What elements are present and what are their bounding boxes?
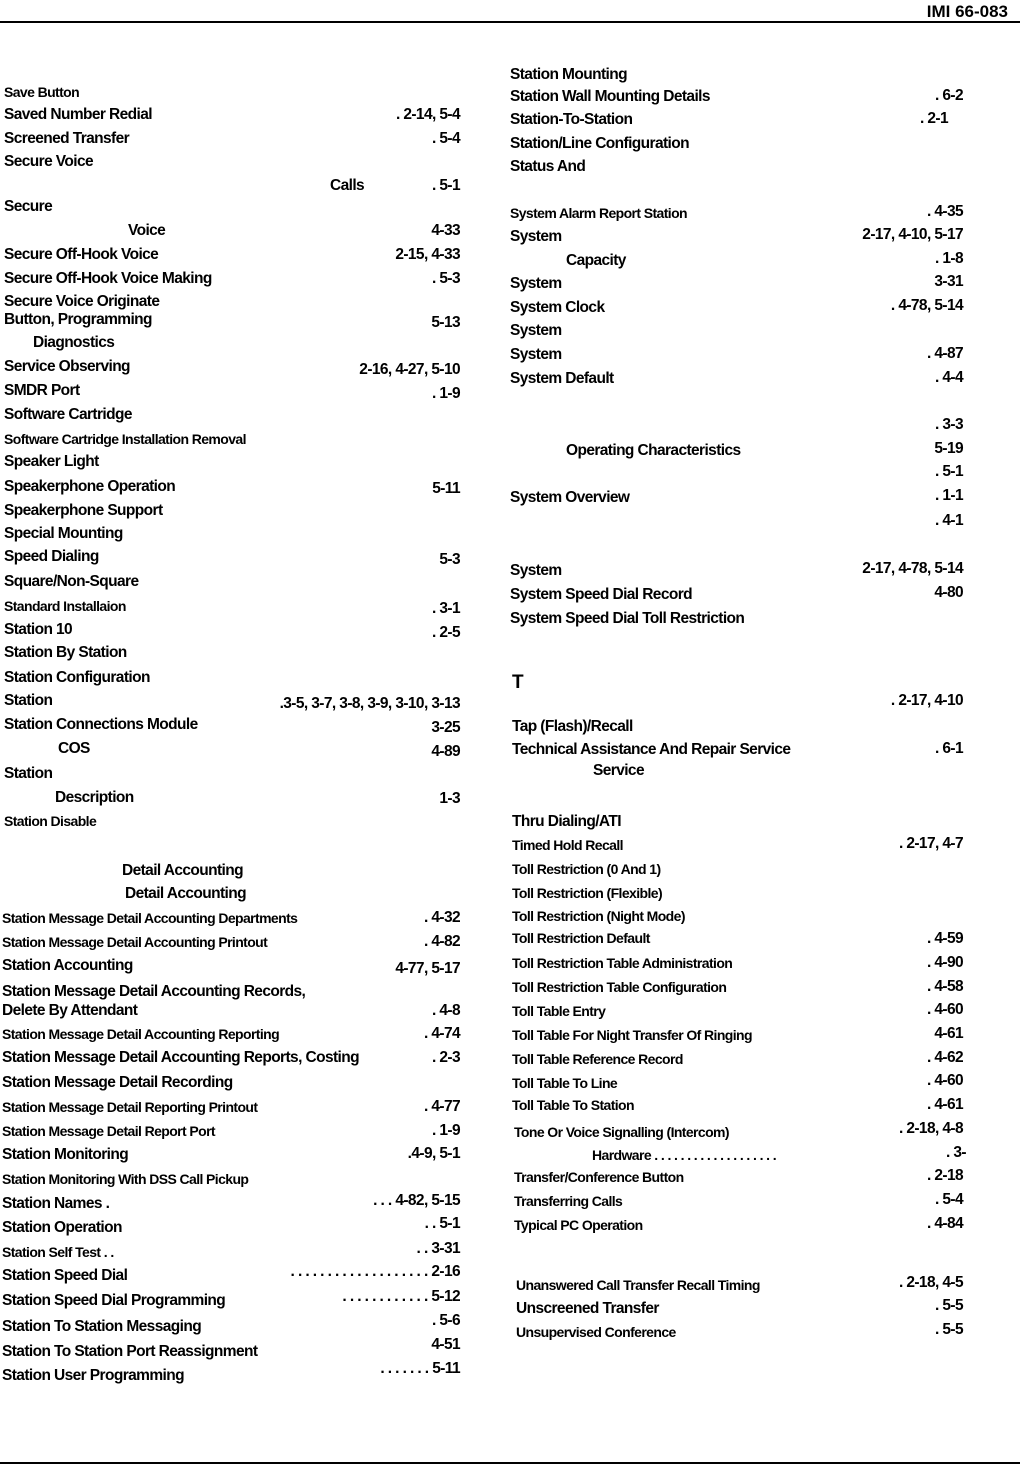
index-page: . 2-1 [919,110,948,127]
index-entry: Station Disable [4,813,97,829]
index-page: 2-17, 4-78, 5-14 [862,560,963,577]
index-page: . 4-84 [926,1215,963,1232]
index-entry: Unsupervised Conference [516,1324,676,1340]
index-page: . 6-2 [934,87,963,104]
index-page: . 2-17, 4-7 [898,835,963,852]
index-page: . 4-60 [926,1072,963,1089]
index-page: 4-77, 5-17 [395,960,460,977]
index-entry: Secure Off-Hook Voice [4,246,159,263]
index-entry: Calls [330,177,365,194]
index-entry: Secure Voice Originate [4,293,160,310]
index-page: . 3- [946,1144,966,1161]
index-entry: Station Message Detail Accounting Departments [2,910,298,926]
index-page: . . . . . . . . . . . . . . . . . . . 2-16 [290,1263,460,1280]
index-page: . 4-32 [423,909,460,926]
index-page: . 4-35 [926,203,963,220]
index-page: . 1-9 [431,385,460,402]
index-page: . 3-3 [934,416,963,433]
index-page: 4-80 [934,584,963,601]
top-rule [0,21,1020,23]
index-page: . 4-4 [934,369,963,386]
index-entry: Status And [510,158,586,175]
index-entry: Speakerphone Operation [4,478,176,495]
index-page: . 1-9 [431,1122,460,1139]
index-entry: Station Monitoring [2,1146,129,1163]
index-page: . 4-77 [423,1098,460,1115]
index-entry: Service Observing [4,358,130,375]
index-entry: Toll Restriction Table Configuration [512,979,727,995]
index-entry: Detail Accounting [125,885,246,902]
index-entry: Description [55,789,134,806]
index-entry: Typical PC Operation [514,1217,643,1233]
index-page: . 2-14, 5-4 [395,106,460,123]
index-entry: Station Accounting [2,957,133,974]
index-page: . . . 4-82, 5-15 [373,1192,460,1209]
index-entry: Toll Table For Night Transfer Of Ringing [512,1027,752,1043]
index-entry: System [510,562,562,579]
index-entry: Secure Voice [4,153,94,170]
index-page: . 6-1 [934,740,963,757]
index-entry: Capacity [566,252,626,269]
index-entry: System [510,346,562,363]
index-entry: Toll Table Entry [512,1003,606,1019]
index-entry: Delete By Attendant [2,1002,138,1019]
index-page: . 5-4 [934,1191,963,1208]
index-page: . 4-62 [926,1049,963,1066]
index-entry: Transferring Calls [514,1193,623,1209]
index-page: . . . . . . . . . . . . 5-12 [342,1288,460,1305]
index-entry: Station Message Detail Report Port [2,1123,215,1139]
index-page: . 5-1 [431,177,460,194]
index-entry: Station Configuration [4,669,150,686]
index-entry: Technical Assistance And Repair Service [512,741,791,758]
index-entry: Square/Non-Square [4,573,139,590]
index-page: 4-33 [431,222,460,239]
index-page: . 2-3 [431,1049,460,1066]
index-page: 2-17, 4-10, 5-17 [862,226,963,243]
index-page: . 4-90 [926,954,963,971]
index-entry: Unanswered Call Transfer Recall Timing [516,1277,760,1293]
index-entry: Service [593,762,644,779]
index-page: .3-5, 3-7, 3-8, 3-9, 3-10, 3-13 [279,695,460,712]
index-page: 3-31 [934,273,963,290]
index-page: 5-13 [431,314,460,331]
index-entry: Station Wall Mounting Details [510,88,710,105]
index-entry: Station Message Detail Reporting Printout [2,1099,258,1115]
index-page: . 1-1 [934,487,963,504]
index-page: . 4-82 [423,933,460,950]
index-page: . 4-8 [431,1002,460,1019]
index-page: 5-19 [934,440,963,457]
index-page: . 5-4 [431,130,460,147]
index-entry: Diagnostics [33,334,115,351]
index-entry: Station By Station [4,644,127,661]
index-entry: Station [4,765,53,782]
index-page: . 2-5 [431,624,460,641]
index-entry: Speaker Light [4,453,99,470]
index-entry: Hardware . . . . . . . . . . . . . . . . . . . [592,1147,777,1163]
index-entry: Station Mounting [510,66,627,83]
index-page: 3-25 [431,719,460,736]
index-entry: Station Monitoring With DSS Call Pickup [2,1171,249,1187]
document-id: IMI 66-083 [926,2,1008,21]
index-entry: Saved Number Redial [4,106,152,123]
index-entry: Special Mounting [4,525,123,542]
index-page: 2-16, 4-27, 5-10 [359,361,460,378]
index-entry: Toll Restriction Default [512,930,650,946]
index-entry: Tap (Flash)/Recall [512,718,633,735]
index-entry: Station-To-Station [510,111,633,128]
index-page: . 2-18, 4-8 [898,1120,963,1137]
index-page: . 5-5 [934,1297,963,1314]
index-entry: Voice [128,222,166,239]
index-entry: COS [58,740,90,757]
index-entry: System Default [510,370,614,387]
index-entry: Timed Hold Recall [512,837,623,853]
index-entry: System Overview [510,489,630,506]
index-entry: Station [4,692,53,709]
index-entry: Detail Accounting [122,862,243,879]
index-entry: System [510,322,562,339]
index-page: . 2-18, 4-5 [898,1274,963,1291]
index-entry: System Alarm Report Station [510,205,687,221]
index-entry: Station Names . [2,1195,110,1212]
index-entry: Station To Station Port Reassignment [2,1343,258,1360]
index-entry: Toll Table Reference Record [512,1051,683,1067]
index-entry: Station Message Detail Accounting Reporting [2,1026,280,1042]
index-page: . . . . . . . 5-11 [380,1360,460,1377]
index-entry: Station Operation [2,1219,122,1236]
index-page: 5-11 [432,480,460,497]
section-letter-t: T [512,672,524,693]
index-entry: Station 10 [4,621,73,638]
index-entry: Secure [4,198,53,215]
index-entry: Unscreened Transfer [516,1300,659,1317]
index-page: . 5-5 [934,1321,963,1338]
index-entry: Station Speed Dial Programming [2,1292,226,1309]
index-entry: Toll Table To Station [512,1097,634,1113]
index-page: 4-51 [431,1336,460,1353]
index-page: . 5-1 [934,463,963,480]
index-page: . 4-58 [926,978,963,995]
index-entry: Toll Table To Line [512,1075,618,1091]
index-page: 2-15, 4-33 [395,246,460,263]
index-page: . . 3-31 [416,1240,460,1257]
index-entry: Software Cartridge [4,406,132,423]
index-entry: Station Message Detail Accounting Reports, Costing [2,1049,359,1066]
index-entry: Toll Restriction (0 And 1) [512,861,661,877]
index-entry: Transfer/Conference Button [514,1169,684,1185]
index-page: 4-61 [934,1025,963,1042]
index-page: . 4-61 [926,1096,963,1113]
index-page: . 2-18 [926,1167,963,1184]
index-entry: Standard Installaion [4,598,126,614]
index-entry: Station Self Test . . [2,1244,114,1260]
index-entry: Toll Restriction (Night Mode) [512,908,685,924]
index-entry: Software Cartridge Installation Removal [4,431,246,447]
index-entry: Toll Restriction (Flexible) [512,885,663,901]
index-page: . 3-1 [431,600,460,617]
index-page: 4-89 [431,743,460,760]
index-entry: Station Message Detail Accounting Records, [2,983,306,1000]
index-entry: Save Button [4,84,80,100]
index-entry: Station Connections Module [4,716,198,733]
index-entry: Station User Programming [2,1367,184,1384]
index-entry: Operating Characteristics [566,442,741,459]
index-page: 1-3 [439,790,460,807]
index-entry: Thru Dialing/ATI [512,813,621,830]
index-page: . 5-6 [431,1312,460,1329]
index-page: 5-3 [439,551,460,568]
index-page: . 4-1 [934,512,963,529]
index-page: . 4-78, 5-14 [890,297,963,314]
index-page: . 1-8 [934,250,963,267]
index-page: . 4-74 [423,1025,460,1042]
index-entry: Station Message Detail Accounting Printout [2,934,268,950]
bottom-rule [0,1462,1020,1464]
index-page: . 4-87 [926,345,963,362]
index-entry: Toll Restriction Table Administration [512,955,733,971]
index-entry: SMDR Port [4,382,80,399]
index-entry: Station To Station Messaging [2,1318,202,1335]
index-entry: Station Message Detail Recording [2,1074,233,1091]
index-entry: Secure Off-Hook Voice Making [4,270,212,287]
index-page: . . 5-1 [424,1215,460,1232]
index-entry: Tone Or Voice Signalling (Intercom) [514,1124,729,1140]
index-page: . 4-59 [926,930,963,947]
index-entry: System Speed Dial Toll Restriction [510,610,745,627]
index-page: . 2-17, 4-10 [890,692,963,709]
index-page: .4-9, 5-1 [407,1145,460,1162]
index-entry: System Clock [510,299,605,316]
index-entry: System Speed Dial Record [510,586,693,603]
index-entry: Station Speed Dial [2,1267,128,1284]
index-entry: System [510,275,562,292]
index-entry: Screened Transfer [4,130,130,147]
index-entry: System [510,228,562,245]
index-entry: Button, Programming [4,311,152,328]
index-entry: Speed Dialing [4,548,99,565]
index-page: . 5-3 [431,270,460,287]
index-entry: Station/Line Configuration [510,135,689,152]
index-page: . 4-60 [926,1001,963,1018]
index-entry: Speakerphone Support [4,502,163,519]
